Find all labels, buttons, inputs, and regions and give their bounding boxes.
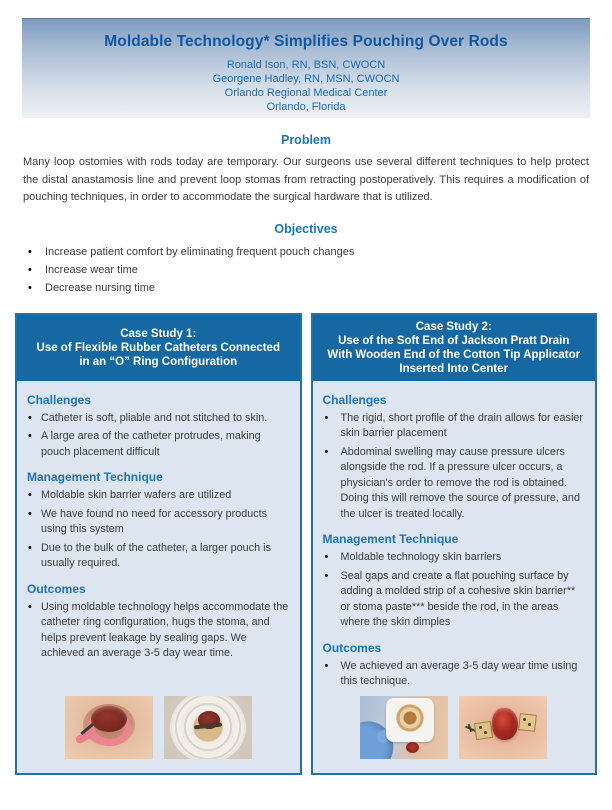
poster-header: [22, 18, 590, 118]
objectives-heading: Objectives: [274, 221, 338, 236]
case-study-2-header: [313, 315, 596, 381]
problem-heading: Problem: [280, 133, 331, 147]
author-line-2: Georgene Hadley, RN, MSN, CWOCN: [212, 73, 400, 85]
bullet-item: • We have found no need for accessory products using this system: [27, 507, 290, 538]
outcomes-heading: Outcomes: [27, 581, 86, 596]
bullet-item: • The rigid, short profile of the drain allows for easier skin barrier placement: [323, 411, 586, 442]
case-title-line: Case Study 1:: [120, 327, 197, 340]
case-title-line: Use of Flexible Rubber Catheters Connected: [36, 341, 280, 354]
photo-stoma-wooden-applicator: [459, 696, 547, 759]
applicator-dot: [484, 731, 487, 734]
case-title-line: With Wooden End of the Cotton Tip Applicator: [327, 348, 581, 361]
case-study-1-photos: [27, 696, 290, 761]
applicator-dot: [528, 723, 531, 726]
case-study-1-body: [17, 381, 300, 773]
poster-page: [0, 18, 612, 810]
case-study-1-panel: [15, 313, 302, 775]
applicator-dot: [479, 726, 482, 729]
objective-item: • Increase patient comfort by eliminating frequent pouch changes: [28, 243, 612, 261]
page-title: Moldable Technology* Simplifies Pouching Over Rods: [104, 33, 508, 50]
case-title-line: Case Study 2:: [415, 320, 492, 333]
case-study-2-photos: [323, 696, 586, 761]
bullet-item: • Abdominal swelling may cause pressure ulcers alongside the rod. If a pressure ulcer occurs, a physician's order to remove the rod is obtained. Doing this will remove the source of pressure, and the ulcer is treated locally.: [323, 445, 586, 523]
bullet-item: • Catheter is soft, pliable and not stitched to skin.: [27, 411, 290, 427]
case-title-line: in an “O” Ring Configuration: [79, 355, 238, 368]
stoma: [406, 742, 419, 753]
author-line-1: Ronald Ison, RN, BSN, CWOCN: [226, 59, 386, 71]
wafer-ring: [396, 704, 424, 732]
location-line: Orlando, Florida: [266, 101, 346, 113]
bullet-item: • Moldable skin barrier wafers are utilized: [27, 488, 290, 504]
outcomes-heading: Outcomes: [322, 640, 382, 655]
bullet-item: • Seal gaps and create a flat pouching surface by adding a molded strip of a cohesive skin barrier** or stoma paste*** beside the rod, in the areas where the skin dimples: [323, 569, 586, 631]
objective-item: • Increase wear time: [28, 261, 612, 279]
photo-stoma-barrier-applied: [164, 696, 252, 759]
affiliation-line: Orlando Regional Medical Center: [224, 87, 388, 99]
case-study-columns: [15, 313, 597, 775]
management-technique-heading: Management Technique: [27, 470, 163, 484]
case-study-2-panel: [311, 313, 598, 775]
challenges-heading: Challenges: [27, 392, 92, 407]
objectives-list: [28, 243, 612, 297]
applicator-dot: [523, 718, 526, 721]
photo-stoma-catheter-ring: [65, 696, 153, 759]
bullet-item: • Due to the bulk of the catheter, a larger pouch is usually required.: [27, 541, 290, 572]
management-technique-heading: Management Technique: [322, 532, 459, 546]
stoma: [91, 706, 127, 732]
photo-gloved-hand-wafer: [360, 696, 448, 759]
bullet-item: • Using moldable technology helps accommodate the catheter ring configuration, hugs the stoma, and helps prevent leakage by sealing gaps. We achieved an average 3-5 day wear time.: [27, 600, 290, 662]
bullet-item: • We achieved an average 3-5 day wear time using this technique.: [323, 659, 586, 690]
case-study-1-header: [17, 315, 300, 381]
case-title-line: Use of the Soft End of Jackson Pratt Drain: [338, 334, 570, 347]
case-study-2-body: [313, 381, 596, 773]
bullet-item: • Moldable technology skin barriers: [323, 550, 586, 566]
case-title-line: Inserted Into Center: [399, 362, 509, 375]
problem-text: Many loop ostomies with rods today are temporary. Our surgeons use several different techniques to help protect the distal anastamosis line and prevent loop stomas from retracting postoperatively. This requires a modification of pouching techniques, in order to accommodate the surgical hardware that is utilized.: [23, 156, 589, 203]
objective-item: • Decrease nursing time: [28, 279, 612, 297]
stoma: [492, 708, 518, 740]
wooden-applicator-end-left: [474, 720, 493, 739]
challenges-heading: Challenges: [322, 392, 387, 407]
bullet-item: • A large area of the catheter protrudes, making pouch placement difficult: [27, 429, 290, 460]
wooden-applicator-end-right: [518, 713, 537, 732]
